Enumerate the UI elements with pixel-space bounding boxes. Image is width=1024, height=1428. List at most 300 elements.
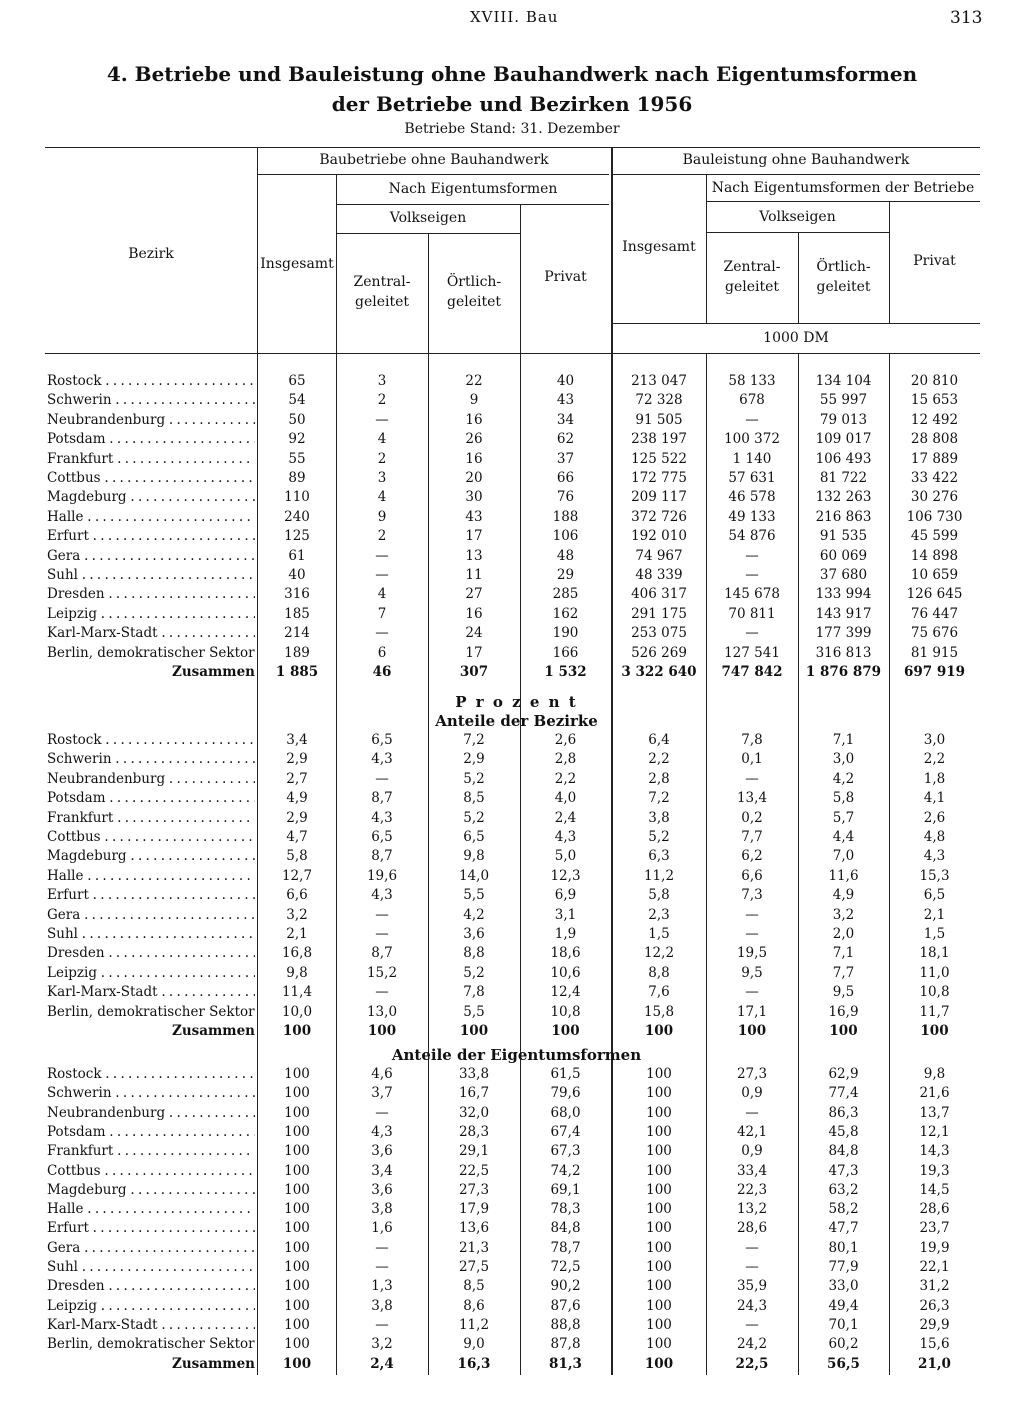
table-cell: 100 xyxy=(646,1162,672,1179)
table-row xyxy=(0,391,1024,410)
table-cell: 63,2 xyxy=(828,1181,859,1198)
table-cell: 100 xyxy=(284,1123,310,1140)
table-cell: 3 xyxy=(377,373,387,389)
table-cell: 11,7 xyxy=(919,1003,950,1020)
table-cell: 8,8 xyxy=(463,945,485,962)
table-cell: 4,2 xyxy=(463,906,485,923)
table-cell: 12 492 xyxy=(910,411,959,428)
table-cell: 47,3 xyxy=(828,1162,859,1179)
table-cell: 5,8 xyxy=(286,848,308,865)
table-cell: 35,9 xyxy=(736,1278,768,1295)
table-cell: 46 xyxy=(372,664,392,680)
table-cell: 6,5 xyxy=(463,829,485,845)
table-row xyxy=(0,809,1024,828)
table-cell: 18,6 xyxy=(550,945,581,962)
betriebe-group-header: Baubetriebe ohne Bauhandwerk xyxy=(319,152,549,168)
table-cell: 78,3 xyxy=(550,1201,581,1218)
table-cell: — xyxy=(375,411,389,428)
table-row xyxy=(0,469,1024,488)
table-cell: 7,2 xyxy=(463,732,485,748)
table-cell: 177 399 xyxy=(815,625,872,642)
table-cell: 1 140 xyxy=(732,450,772,467)
table-cell: 4,3 xyxy=(371,1123,393,1140)
table-cell: 24 xyxy=(465,625,483,642)
table-cell: 75 676 xyxy=(910,625,959,642)
table-cell: 11,6 xyxy=(828,867,859,884)
table-cell: 0,9 xyxy=(741,1085,763,1102)
table-cell: 24,3 xyxy=(736,1297,768,1314)
table-cell: 60,2 xyxy=(828,1336,859,1353)
table-cell: 3,2 xyxy=(371,1336,393,1353)
table-cell: 240 xyxy=(284,508,310,525)
table-cell: 747 842 xyxy=(721,664,783,680)
table-cell: 2,1 xyxy=(923,906,946,923)
table-cell: 43 xyxy=(556,392,575,409)
table-cell: 13,6 xyxy=(458,1220,490,1237)
table-cell: 54 xyxy=(288,392,306,409)
table-cell: 3,1 xyxy=(554,906,577,923)
betriebe-zentral-header: Zentral- geleitet xyxy=(353,274,411,310)
table-cell: 27,5 xyxy=(458,1259,490,1275)
table-cell: 27 xyxy=(465,586,483,603)
table-cell: — xyxy=(375,567,389,583)
bezirk-name: Zusammen xyxy=(172,1023,255,1039)
table-cell: 100 xyxy=(644,1023,674,1039)
table-cell: 0,2 xyxy=(741,809,763,826)
unit-rule xyxy=(612,323,980,324)
table-cell: 8,5 xyxy=(463,1278,485,1295)
table-cell: 5,2 xyxy=(463,809,485,826)
table-cell: — xyxy=(745,984,759,1001)
table-cell: 45,8 xyxy=(828,1123,859,1140)
table-cell: 65 xyxy=(288,373,306,389)
table-cell: 4,8 xyxy=(923,829,946,845)
bezirk-name: Halle . . . xyxy=(47,867,255,886)
bezirk-name: Dresden . . . xyxy=(47,1277,255,1296)
table-cell: 100 xyxy=(920,1023,949,1039)
table-row xyxy=(0,886,1024,905)
table-cell: 100 xyxy=(284,1259,310,1275)
table-row xyxy=(0,867,1024,886)
table-cell: 100 372 xyxy=(724,431,780,448)
table-cell: 16 xyxy=(465,411,483,428)
table-row xyxy=(0,906,1024,925)
table-cell: 100 xyxy=(646,1278,672,1295)
bezirk-name: Halle . . . xyxy=(47,1200,255,1219)
table-cell: 6 xyxy=(377,644,387,661)
table-cell: 10 659 xyxy=(910,567,959,583)
table-cell: 15 653 xyxy=(910,392,959,409)
table-cell: 9,8 xyxy=(286,964,308,981)
table-cell: 678 xyxy=(739,392,765,409)
bezirk-name: Magdeburg . . . xyxy=(47,847,255,866)
table-cell: 28,6 xyxy=(736,1220,768,1237)
table-cell: 5,7 xyxy=(832,809,855,826)
betriebe-sub-rule xyxy=(336,204,609,205)
table-cell: 5,0 xyxy=(554,848,577,865)
table-cell: — xyxy=(375,1104,389,1121)
table-title-line1: 4. Betriebe und Bauleistung ohne Bauhandwerk nach Eigentumsformen xyxy=(106,62,918,86)
bezirk-name: Halle . . . xyxy=(47,508,255,527)
table-cell: 57 631 xyxy=(728,470,776,486)
table-row xyxy=(0,1219,1024,1238)
table-cell: 9,5 xyxy=(832,984,855,1001)
table-cell: — xyxy=(745,1239,759,1256)
table-cell: 12,7 xyxy=(281,867,313,884)
table-row xyxy=(0,566,1024,585)
table-cell: 90,2 xyxy=(550,1278,581,1295)
table-cell: 61 xyxy=(288,547,306,564)
table-cell: 4,4 xyxy=(832,829,855,845)
table-cell: 55 xyxy=(288,450,306,467)
table-cell: 4,2 xyxy=(832,770,855,787)
table-cell: 27,3 xyxy=(458,1181,490,1198)
table-cell: 62,9 xyxy=(828,1066,859,1082)
table-cell: 84,8 xyxy=(828,1143,859,1160)
bezirk-name: Dresden . . . xyxy=(47,944,255,963)
table-cell: 67,3 xyxy=(550,1143,581,1160)
bezirk-name: Cottbus . . . xyxy=(47,469,255,488)
table-cell: 2 xyxy=(377,450,387,467)
table-cell: 100 xyxy=(737,1023,767,1039)
table-cell: 14,0 xyxy=(458,867,490,884)
table-cell: 100 xyxy=(646,1220,672,1237)
table-cell: 12,1 xyxy=(919,1123,950,1140)
table-cell: 100 xyxy=(284,1297,310,1314)
table-cell: 7,6 xyxy=(648,984,670,1001)
bezirk-name: Frankfurt . . . xyxy=(47,809,255,828)
bezirk-name: Karl-Marx-Stadt . . . xyxy=(47,624,255,643)
table-cell: 1,3 xyxy=(371,1278,393,1295)
bezirk-name: Leipzig . . . xyxy=(47,1297,255,1316)
table-row xyxy=(0,1065,1024,1084)
table-cell: 2,9 xyxy=(286,809,308,826)
table-cell: 1,5 xyxy=(923,926,946,942)
bezirk-name: Gera . . . xyxy=(47,906,255,925)
table-cell: 55 997 xyxy=(819,392,868,409)
header-bottom-rule xyxy=(45,353,980,354)
table-cell: 72,5 xyxy=(550,1259,581,1275)
table-cell: 7,2 xyxy=(648,790,670,807)
leistung-group-header: Bauleistung ohne Bauhandwerk xyxy=(682,152,910,168)
table-cell: 70,1 xyxy=(828,1316,859,1333)
table-cell: 1,5 xyxy=(648,926,670,942)
bezirk-name: Erfurt . . . xyxy=(47,886,255,905)
table-row xyxy=(0,1316,1024,1335)
table-row xyxy=(0,789,1024,808)
table-cell: 22,1 xyxy=(919,1259,950,1275)
table-cell: 100 xyxy=(284,1066,310,1082)
table-cell: 406 317 xyxy=(631,586,687,603)
table-cell: 9,8 xyxy=(923,1066,946,1082)
bezirk-header: Bezirk xyxy=(128,246,174,262)
table-cell: 80,1 xyxy=(828,1239,859,1256)
table-cell: 9 xyxy=(469,392,479,409)
bezirk-name: Schwerin . . . xyxy=(47,391,255,410)
table-cell: 100 xyxy=(646,1297,672,1314)
table-cell: 6,5 xyxy=(371,829,393,845)
table-cell: 4,3 xyxy=(554,829,577,845)
table-cell: 238 197 xyxy=(631,431,687,448)
table-cell: 49,4 xyxy=(828,1297,859,1314)
table-cell: 47,7 xyxy=(828,1220,859,1237)
table-cell: 4,6 xyxy=(371,1066,393,1082)
table-cell: 78,7 xyxy=(550,1239,581,1256)
page-number: 313 xyxy=(950,8,983,28)
table-row xyxy=(0,1084,1024,1103)
table-cell: 3 322 640 xyxy=(621,664,697,680)
bezirk-name: Berlin, demokratischer Sektor xyxy=(47,1003,255,1020)
table-cell: 17,1 xyxy=(736,1003,768,1020)
table-cell: 49 133 xyxy=(728,508,776,525)
table-cell: 125 522 xyxy=(631,450,687,467)
table-cell: 3,7 xyxy=(371,1085,393,1102)
table-cell: — xyxy=(375,1259,389,1275)
table-row xyxy=(0,1104,1024,1123)
table-cell: 58,2 xyxy=(828,1201,859,1218)
table-cell: 1,9 xyxy=(554,926,577,942)
table-cell: 61,5 xyxy=(550,1066,581,1082)
table-cell: 14,5 xyxy=(919,1181,950,1198)
betriebe-volkseigen-header: Volkseigen xyxy=(389,210,467,226)
table-cell: 6,5 xyxy=(923,887,946,904)
table-cell: 13,7 xyxy=(919,1104,950,1121)
leistung-oertlich-header: Örtlich- geleitet xyxy=(816,259,871,295)
table-cell: 213 047 xyxy=(631,373,687,389)
table-row xyxy=(0,430,1024,449)
table-cell: 40 xyxy=(288,567,306,583)
table-cell: 60 069 xyxy=(819,547,868,564)
table-cell: 21,3 xyxy=(458,1239,490,1256)
table-cell: 100 xyxy=(284,1181,310,1198)
table-cell: 127 541 xyxy=(724,644,780,661)
table-cell: 12,2 xyxy=(643,945,675,962)
table-cell: 46 578 xyxy=(728,489,776,506)
bezirk-name: Gera . . . xyxy=(47,1239,255,1258)
table-cell: 100 xyxy=(646,1066,672,1082)
table-cell: 4,3 xyxy=(371,751,393,768)
table-row xyxy=(0,770,1024,789)
table-cell: 0,1 xyxy=(741,751,763,768)
bezirk-name: Erfurt . . . xyxy=(47,527,255,546)
table-cell: 4,7 xyxy=(286,829,308,845)
leistung-volkseigen-header: Volkseigen xyxy=(759,209,836,225)
table-cell: 133 994 xyxy=(815,586,872,603)
table-row xyxy=(0,944,1024,963)
table-subtitle: Betriebe Stand: 31. Dezember xyxy=(404,121,620,137)
table-cell: 5,8 xyxy=(832,790,855,807)
table-cell: 3,0 xyxy=(923,732,946,748)
table-cell: 1,6 xyxy=(371,1220,393,1237)
table-cell: 74,2 xyxy=(550,1162,581,1179)
bezirk-name: Potsdam . . . xyxy=(47,789,255,808)
table-cell: 2,1 xyxy=(286,926,308,942)
table-cell: 3,4 xyxy=(371,1162,393,1179)
table-cell: 17,9 xyxy=(458,1201,490,1218)
table-cell: 92 xyxy=(288,431,306,448)
table-cell: 209 117 xyxy=(631,489,687,506)
table-cell: 76 xyxy=(556,489,575,506)
table-cell: 134 104 xyxy=(815,373,872,389)
table-cell: 100 xyxy=(284,1085,310,1102)
table-cell: 37 680 xyxy=(819,567,868,583)
table-cell: 19,3 xyxy=(919,1162,950,1179)
table-cell: 76 447 xyxy=(910,605,959,622)
table-cell: — xyxy=(375,625,389,642)
table-cell: 27,3 xyxy=(736,1066,768,1082)
betriebe-group-rule xyxy=(258,174,609,175)
table-row xyxy=(0,1239,1024,1258)
bezirk-name: Zusammen xyxy=(172,1355,255,1372)
table-cell: 11,2 xyxy=(643,867,675,884)
table-cell: 15,6 xyxy=(919,1336,950,1353)
table-cell: 17 889 xyxy=(910,450,959,467)
table-cell: 526 269 xyxy=(631,644,687,661)
table-cell: 697 919 xyxy=(903,664,966,680)
table-cell: 6,6 xyxy=(741,867,763,884)
table-cell: 316 813 xyxy=(815,644,872,661)
table-row xyxy=(0,828,1024,847)
table-cell: 100 xyxy=(646,1104,672,1121)
table-cell: 11,4 xyxy=(281,984,313,1001)
table-cell: 15,3 xyxy=(919,867,950,884)
table-cell: 126 645 xyxy=(906,586,963,603)
table-cell: 4,1 xyxy=(923,790,946,807)
section-anteile-bezirke: Anteile der Bezirke xyxy=(435,712,598,730)
table-cell: 34 xyxy=(556,411,575,428)
table-cell: 285 xyxy=(552,586,579,603)
table-cell: — xyxy=(745,770,759,787)
table-cell: 1,8 xyxy=(923,770,946,787)
table-cell: 216 863 xyxy=(815,508,872,525)
table-cell: 19,9 xyxy=(919,1239,950,1256)
table-row xyxy=(0,925,1024,944)
bezirk-name: Berlin, demokratischer Sektor xyxy=(47,644,255,661)
table-cell: 7 xyxy=(377,605,387,622)
table-cell: 188 xyxy=(552,508,579,525)
table-cell: — xyxy=(375,1316,389,1333)
table-row xyxy=(0,547,1024,566)
table-cell: 6,6 xyxy=(286,887,308,904)
table-cell: 20 810 xyxy=(910,373,959,389)
table-cell: — xyxy=(745,567,759,583)
table-cell: 28,6 xyxy=(919,1201,950,1218)
table-cell: 12,3 xyxy=(550,867,581,884)
table-cell: 166 xyxy=(552,644,579,661)
table-cell: 13,2 xyxy=(736,1201,768,1218)
table-cell: 4,3 xyxy=(371,887,393,904)
table-cell: 185 xyxy=(284,605,310,622)
table-cell: 189 xyxy=(284,644,310,661)
leistung-sub-rule xyxy=(706,201,980,202)
table-row xyxy=(0,1258,1024,1277)
table-row xyxy=(0,1297,1024,1316)
table-cell: 24,2 xyxy=(736,1336,768,1353)
table-cell: 100 xyxy=(646,1181,672,1198)
table-row xyxy=(0,605,1024,624)
table-cell: 33,4 xyxy=(736,1162,768,1179)
table-cell: 2,4 xyxy=(554,809,577,826)
table-cell: 48 339 xyxy=(635,567,683,583)
table-cell: 109 017 xyxy=(815,431,872,448)
table-row xyxy=(0,450,1024,469)
table-cell: 62 xyxy=(556,431,575,448)
table-cell: 58 133 xyxy=(728,373,776,389)
bezirk-name: Schwerin . . . xyxy=(47,1084,255,1103)
table-cell: 33 422 xyxy=(910,470,959,486)
table-cell: 30 276 xyxy=(910,489,959,506)
table-row xyxy=(0,847,1024,866)
table-row xyxy=(0,750,1024,769)
table-cell: 13,0 xyxy=(366,1003,398,1020)
table-cell: 10,8 xyxy=(550,1003,581,1020)
table-cell: 100 xyxy=(646,1239,672,1256)
leistung-sub-header: Nach Eigentumsformen der Betriebe xyxy=(711,180,975,196)
table-row xyxy=(0,508,1024,527)
table-cell: — xyxy=(375,984,389,1001)
table-cell: 100 xyxy=(646,1316,672,1333)
table-cell: 74 967 xyxy=(635,547,683,564)
table-cell: 2,0 xyxy=(832,926,855,942)
table-cell: 6,3 xyxy=(648,848,670,865)
table-cell: 4,3 xyxy=(371,809,393,826)
table-cell: 8,7 xyxy=(371,848,393,865)
table-cell: 91 535 xyxy=(819,528,868,545)
table-cell: 7,1 xyxy=(832,732,855,748)
table-cell: 10,0 xyxy=(281,1003,313,1020)
table-cell: 100 xyxy=(367,1023,397,1039)
table-cell: 2,8 xyxy=(554,751,577,768)
table-cell: 17 xyxy=(465,644,483,661)
table-cell: 81 915 xyxy=(910,644,959,661)
table-cell: 8,5 xyxy=(463,790,485,807)
bezirk-name: Dresden . . . xyxy=(47,585,255,604)
bezirk-name: Schwerin . . . xyxy=(47,750,255,769)
table-cell: — xyxy=(745,926,759,942)
table-cell: 3,8 xyxy=(648,809,670,826)
table-row xyxy=(0,1123,1024,1142)
betriebe-oertlich-header: Örtlich- geleitet xyxy=(446,274,502,310)
table-cell: 3,6 xyxy=(371,1143,393,1160)
table-cell: 2 xyxy=(377,392,387,409)
table-cell: 2 xyxy=(377,528,387,545)
table-cell: 16 xyxy=(465,450,483,467)
table-cell: 2,6 xyxy=(923,809,946,826)
table-cell: 7,3 xyxy=(741,887,763,904)
table-cell: 33,8 xyxy=(458,1066,490,1082)
table-cell: 106 493 xyxy=(815,450,872,467)
table-cell: 162 xyxy=(552,605,579,622)
table-cell: 2,4 xyxy=(370,1355,394,1372)
table-cell: 5,2 xyxy=(463,770,485,787)
table-cell: 29,1 xyxy=(458,1143,490,1160)
total-row xyxy=(0,1022,1024,1041)
section-anteile-eigentum: Anteile der Eigentumsformen xyxy=(391,1046,642,1064)
table-cell: 100 xyxy=(284,1104,310,1121)
bezirk-name: Cottbus . . . xyxy=(47,828,255,847)
table-cell: 100 xyxy=(646,1259,672,1275)
bezirk-name: Neubrandenburg . . . xyxy=(47,411,255,430)
table-cell: 28,3 xyxy=(458,1123,490,1140)
table-cell: 2,3 xyxy=(648,906,670,923)
table-cell: 4,0 xyxy=(554,790,577,807)
table-cell: 54 876 xyxy=(728,528,776,545)
bezirk-name: Neubrandenburg . . . xyxy=(47,770,255,789)
table-cell: 88,8 xyxy=(550,1316,581,1333)
table-cell: — xyxy=(745,1104,759,1121)
table-cell: 2,6 xyxy=(554,732,577,748)
table-cell: 23,7 xyxy=(919,1220,950,1237)
